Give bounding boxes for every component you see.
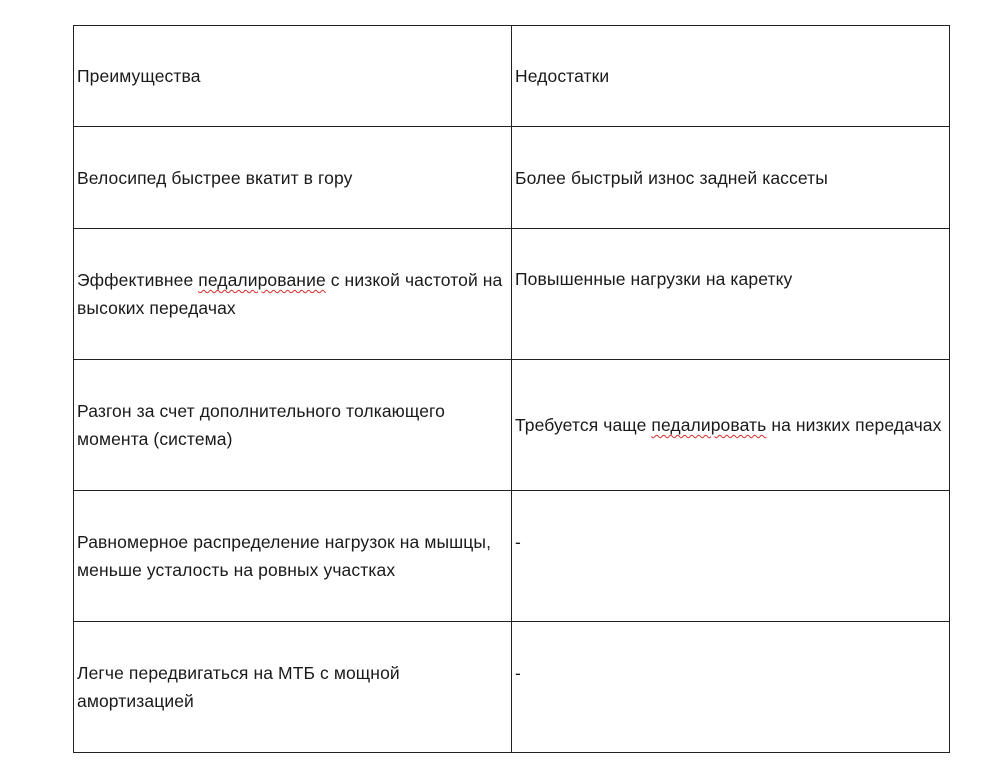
advantage-cell[interactable]: [74, 127, 512, 229]
cell-text: Легче передвигаться на МТБ с мощной амортизацией: [77, 663, 400, 711]
header-advantages[interactable]: [74, 26, 512, 127]
cell-text: на низких передачах: [766, 415, 942, 435]
cell-text: Повышенные нагрузки на каретку: [515, 269, 793, 289]
cell-text: Требуется чаще: [515, 415, 652, 435]
cell-text: Велосипед быстрее вкатит в гору: [77, 167, 353, 188]
spellcheck-flagged-word[interactable]: педалирование: [198, 270, 326, 290]
disadvantage-cell[interactable]: [512, 229, 950, 360]
cell-text: Более быстрый износ задней кассеты: [515, 167, 828, 188]
disadvantage-cell[interactable]: [512, 622, 950, 753]
advantage-cell[interactable]: [74, 622, 512, 753]
header-disadvantages[interactable]: [512, 26, 950, 127]
table-row: [74, 491, 950, 622]
cell-text: с низкой частотой на высоких передачах: [77, 270, 503, 318]
header-disadvantages-label: Недостатки: [515, 66, 610, 86]
table-header-row: [74, 26, 950, 127]
advantage-cell[interactable]: [74, 229, 512, 360]
advantage-cell[interactable]: [74, 491, 512, 622]
comparison-table: [73, 25, 950, 753]
cell-text: -: [515, 532, 521, 552]
table-row: [74, 622, 950, 753]
table-row: [74, 127, 950, 229]
cell-text: Разгон за счет дополнительного толкающего момента (система): [77, 401, 445, 449]
advantage-cell[interactable]: [74, 360, 512, 491]
header-advantages-label: Преимущества: [77, 66, 201, 86]
cell-text: Эффективнее: [77, 270, 199, 290]
table-row: [74, 229, 950, 360]
disadvantage-cell[interactable]: [512, 491, 950, 622]
spellcheck-flagged-word[interactable]: педалировать: [651, 415, 767, 435]
cell-text: -: [515, 663, 521, 683]
disadvantage-cell[interactable]: [512, 127, 950, 229]
table-row: [74, 360, 950, 491]
cell-text: Равномерное распределение нагрузок на мышцы, меньше усталость на ровных участках: [77, 532, 492, 580]
disadvantage-cell[interactable]: [512, 360, 950, 491]
